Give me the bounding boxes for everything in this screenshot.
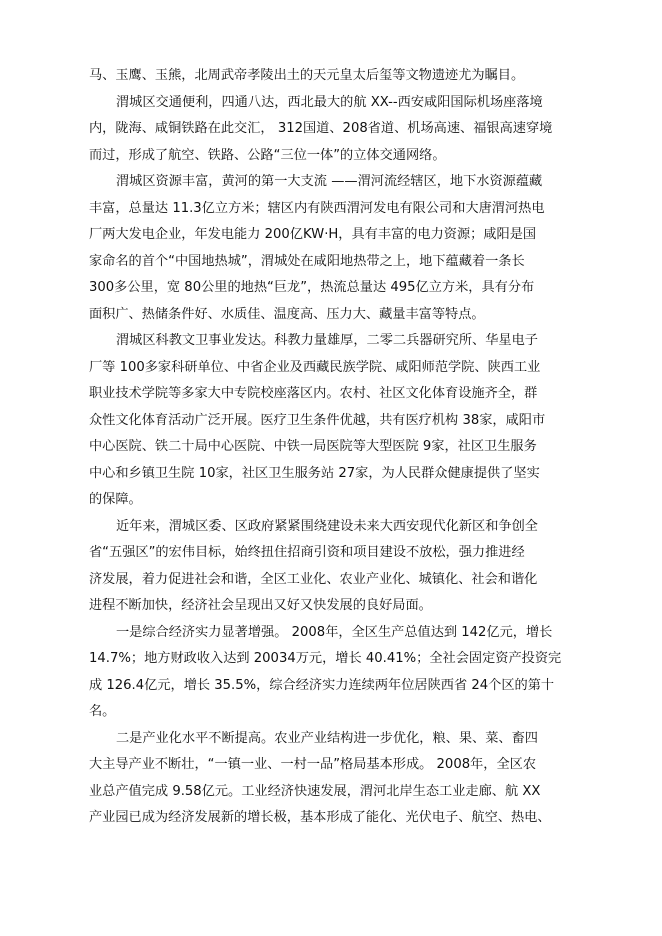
text-line: 众性文化体育活动广泛开展。医疗卫生条件优越，共有医疗机构 38家，咸阳市 [89, 412, 546, 428]
paragraph-science-education [89, 328, 579, 514]
text-line: 厂两大发电企业，年发电能力 200亿KW·H，具有丰富的电力资源；咸阳是国 [89, 227, 537, 242]
text-line: 而过，形成了航空、铁路、公路“三位一体”的立体交通网络。 [89, 147, 446, 163]
text-line: 家命名的首个“中国地热城”，渭城处在咸阳地热带之上，地下蕴藏着一条长 [89, 253, 525, 269]
text-line: 300多公里，宽 80公里的地热“巨龙”，热流总量达 495亿立方米，具有分布 [89, 280, 535, 295]
paragraph-resources [89, 169, 579, 328]
text-line: 成 126.4亿元，增长 35.5%，综合经济实力连续两年位居陕西省 24个区的第十 [89, 677, 555, 693]
text-line: 丰富，总量达 11.3亿立方米；辖区内有陕西渭河发电有限公司和大唐渭河热电 [89, 200, 545, 216]
text-line: 产业园已成为经济发展新的增长极，基本形成了能化、光伏电子、航空、热电、 [89, 810, 551, 825]
paragraph-recent-years [89, 514, 579, 620]
text-line: 省“五强区”的宏伟目标，始终扭住招商引资和项目建设不放松，强力推进经 [89, 545, 525, 560]
paragraph-relics-continued [89, 63, 579, 90]
text-line: 大主导产业不断壮，“一镇一业、一村一品”格局基本形成。 2008年，全区农 [89, 757, 537, 772]
text-line: 职业技术学院等多家大中专院校座落区内。农村、社区文化体育设施齐全，群 [89, 386, 538, 401]
text-line: 中心和乡镇卫生院 10家，社区卫生服务站 27家，为人民群众健康提供了坚实 [89, 465, 540, 481]
text-line: 业总产值完成 9.58亿元。工业经济快速发展，渭河北岸生态工业走廊、航 XX [89, 783, 541, 799]
paragraph-industrialization [89, 726, 579, 832]
text-line: 内，陇海、咸铜铁路在此交汇， 312国道、208省道、机场高速、福银高速穿境 [89, 121, 553, 136]
text-line: 济发展，着力促进社会和谐，全区工业化、农业产业化、城镇化、社会和谐化 [89, 571, 538, 587]
paragraph-economic-strength [89, 620, 579, 726]
text-line: 进程不断加快，经济社会呈现出又好又快发展的良好局面。 [89, 598, 432, 613]
text-line: 的保障。 [89, 492, 142, 507]
text-line: 二是产业化水平不断提高。农业产业结构进一步优化，粮、果、菜、畜四 [116, 730, 538, 746]
text-line: 渭城区科教文卫事业发达。科教力量雄厚，二零二兵器研究所、华星电子 [116, 333, 538, 348]
text-line: 一是综合经济实力显著增强。 2008年，全区生产总值达到 142亿元，增长 [116, 624, 553, 640]
paragraph-transportation [89, 90, 579, 170]
text-line: 马、玉鹰、玉熊，北周武帝孝陵出土的天元皇太后玺等文物遗迹尤为瞩目。 [89, 68, 525, 83]
text-line: 名。 [89, 704, 116, 719]
text-line: 14.7%；地方财政收入达到 20034万元，增长 40.41%；全社会固定资产投资完 [89, 651, 562, 666]
text-line: 厂等 100多家科研单位、中省企业及西藏民族学院、咸阳师范学院、陕西工业 [89, 359, 541, 375]
text-line: 渭城区资源丰富，黄河的第一大支流 ——渭河流经辖区，地下水资源蕴藏 [116, 174, 543, 189]
document-body [89, 63, 579, 832]
text-line: 中心医院、铁二十局中心医院、中铁一局医院等大型医院 9家，社区卫生服务 [89, 439, 537, 454]
text-line: 面积广、热储条件好、水质佳、温度高、压力大、藏量丰富等特点。 [89, 306, 485, 322]
text-line: 近年来，渭城区委、区政府紧紧围绕建设未来大西安现代化新区和争创全 [116, 518, 538, 534]
text-line: 渭城区交通便利，四通八达，西北最大的航 XX--西安咸阳国际机场座落境 [116, 94, 543, 110]
